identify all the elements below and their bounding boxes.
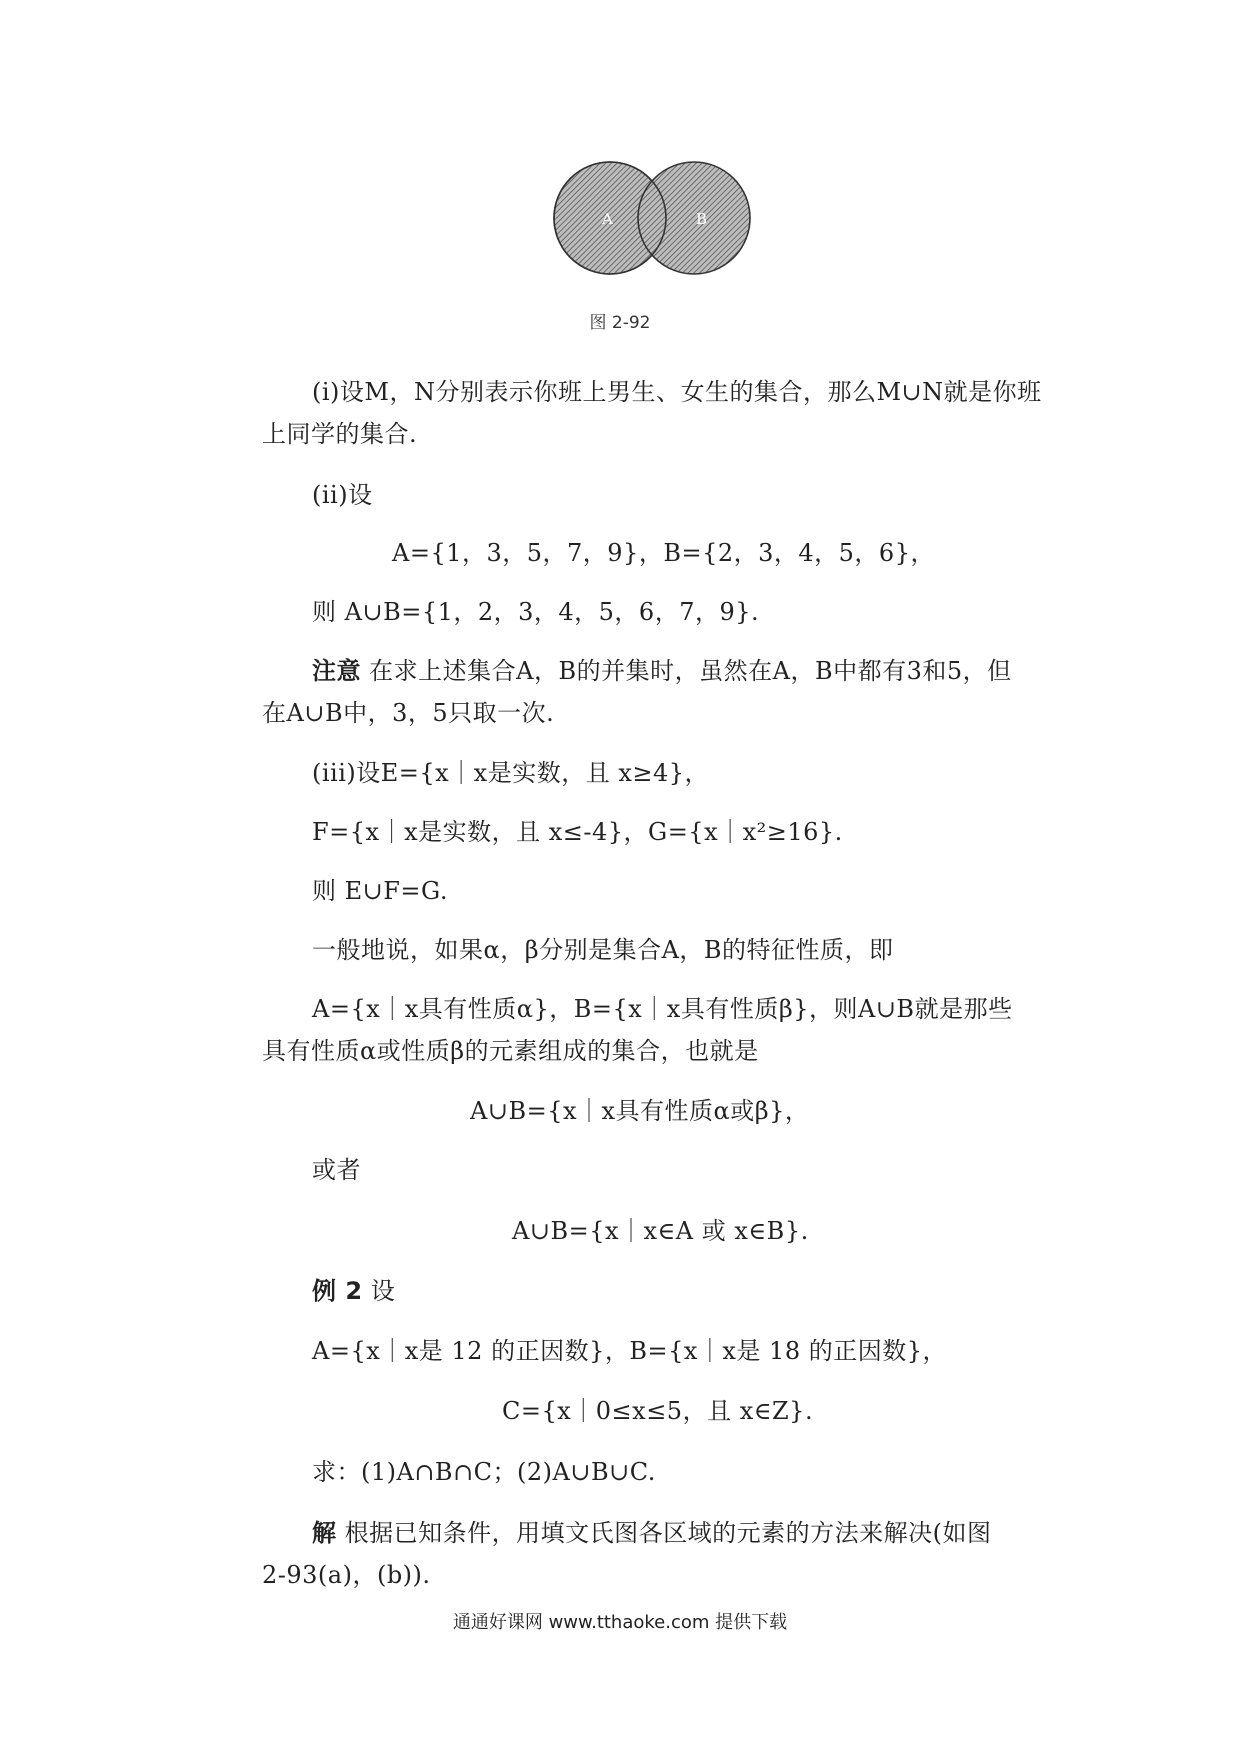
text-line: 在A∪B中，3，5只取一次. xyxy=(262,699,555,727)
formula-line: A∪B={x｜x具有性质α或β}， xyxy=(470,1097,810,1125)
text-line: 则 E∪F=G. xyxy=(312,877,448,905)
note-label: 注意 xyxy=(312,657,361,685)
text-line: 一般地说，如果α，β分别是集合A，B的特征性质，即 xyxy=(312,936,894,964)
text-line: (ii)设 xyxy=(312,481,373,509)
text-line: A={x｜x是 12 的正因数}，B={x｜x是 18 的正因数}， xyxy=(312,1337,947,1365)
text-line: (i)设M，N分别表示你班上男生、女生的集合，那么M∪N就是你班 xyxy=(312,378,1042,406)
text-line: (iii)设E={x｜x是实数，且 x≥4}， xyxy=(312,759,710,787)
text-line: 2-93(a)，(b)). xyxy=(262,1561,431,1589)
text-line: 求：(1)A∩B∩C；(2)A∪B∪C. xyxy=(312,1458,656,1486)
text-line: 具有性质α或性质β的元素组成的集合，也就是 xyxy=(262,1037,759,1065)
solution-text: 根据已知条件，用填文氏图各区域的元素的方法来解决(如图 xyxy=(344,1519,992,1547)
set-b-label: B xyxy=(696,210,708,228)
venn-diagram xyxy=(548,158,764,278)
text-line: 或者 xyxy=(312,1156,361,1184)
set-b-circle xyxy=(638,162,750,274)
figure-caption: 图 2-92 xyxy=(589,313,651,333)
note-paragraph xyxy=(312,656,1012,686)
page-footer: 通通好课网 www.tthaoke.com 提供下载 xyxy=(452,1612,788,1633)
formula-line: C={x｜0≤x≤5，且 x∈Z}. xyxy=(502,1397,814,1425)
note-text: 在求上述集合A，B的并集时，虽然在A，B中都有3和5，但 xyxy=(369,657,1012,685)
text-line: F={x｜x是实数，且 x≤-4}，G={x｜x²≥16}. xyxy=(312,818,843,846)
text-line: 则 A∪B={1，2，3，4，5，6，7，9}. xyxy=(312,598,760,626)
solution-paragraph xyxy=(312,1518,992,1548)
text-line: 上同学的集合. xyxy=(262,420,418,448)
formula-line: A∪B={x｜x∈A 或 x∈B}. xyxy=(512,1217,809,1245)
set-a-label: A xyxy=(602,210,613,228)
solution-label: 解 xyxy=(312,1519,337,1547)
text-line: A={x｜x具有性质α}，B={x｜x具有性质β}，则A∪B就是那些 xyxy=(312,995,1013,1023)
example-text: 设 xyxy=(370,1277,396,1305)
example-label: 例 2 xyxy=(312,1277,363,1305)
formula-line: A={1，3，5，7，9}，B={2，3，4，5，6}， xyxy=(392,539,935,567)
example-heading xyxy=(312,1276,395,1306)
